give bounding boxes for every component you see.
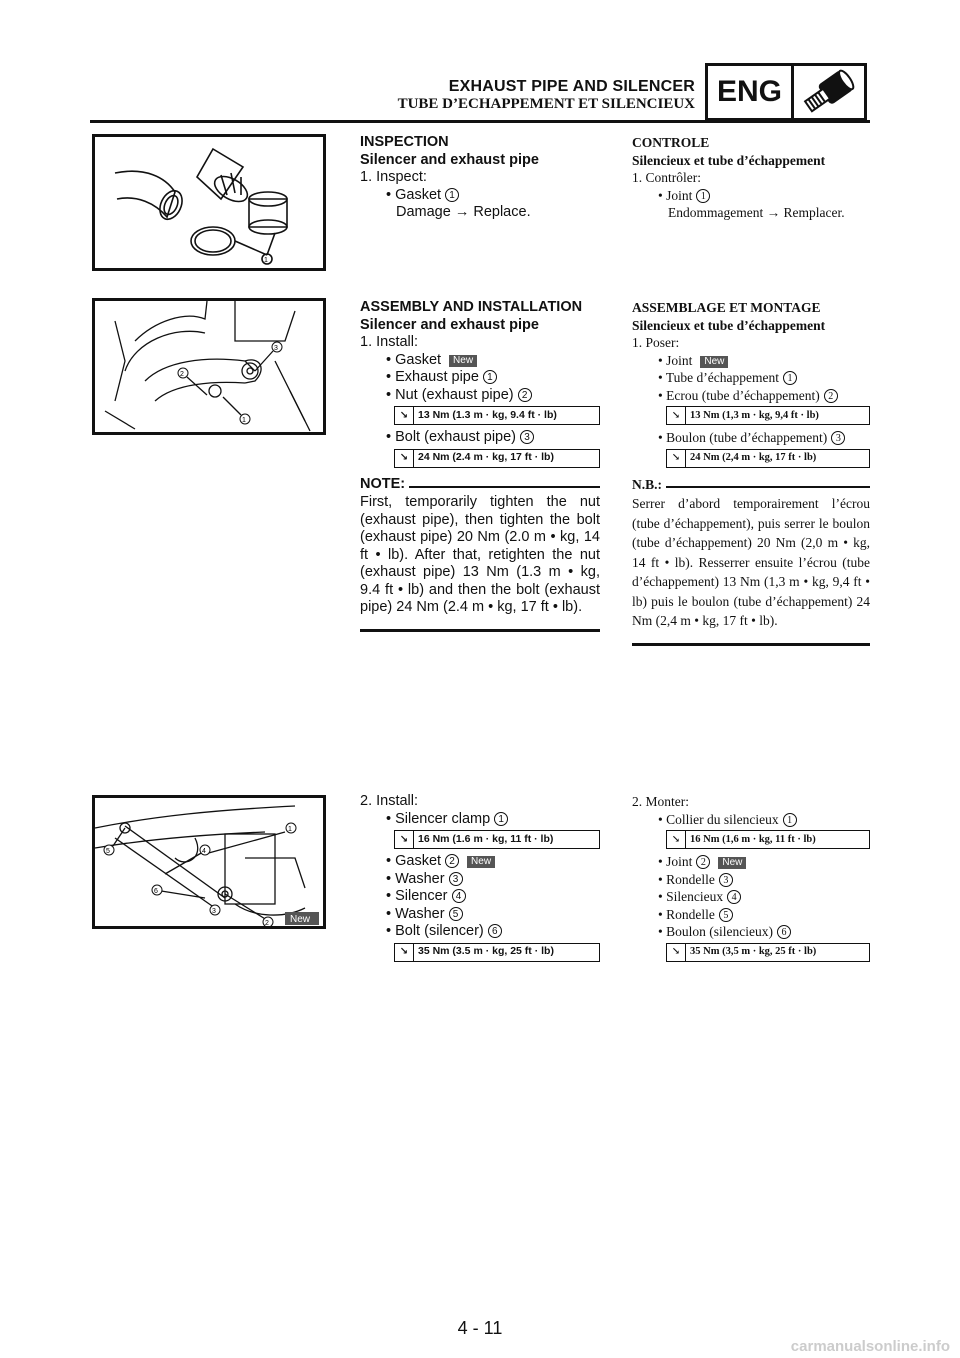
new-badge: New <box>467 856 495 868</box>
fr-step2-bolt: • Boulon (silencieux) 6 <box>632 923 870 941</box>
en-step2-step: 2. Install: <box>360 793 419 809</box>
figure-exhaust-pipe-install <box>92 298 326 435</box>
callout-1: 1 <box>288 826 292 833</box>
fr-step2-washer1: • Rondelle 3 <box>632 871 870 889</box>
fr-inspection-step: 1. Contrôler: <box>632 170 701 185</box>
en-step2-washer1: • Washer 3 <box>360 871 600 889</box>
fr-silencer-bolt-torque: ↘ 35 Nm (3,5 m · kg, 25 ft · lb) <box>666 943 870 962</box>
fr-assembly-title: ASSEMBLAGE ET MONTAGE <box>632 300 821 315</box>
en-assembly-nut: • Nut (exhaust pipe) 2 <box>360 387 600 405</box>
en-assembly-step: 1. Install: <box>360 334 419 350</box>
callout-6: 6 <box>154 888 158 895</box>
en-assembly-gasket: • Gasket New <box>360 352 600 370</box>
callout-3: 3 <box>212 908 216 915</box>
en-assembly-pipe: • Exhaust pipe 1 <box>360 369 600 387</box>
fr-assembly-bolt: • Boulon (tube d’échappement) 3 <box>632 429 870 447</box>
callout-5: 5 <box>106 848 110 855</box>
fr-assembly-step: 1. Poser: <box>632 335 680 350</box>
en-inspection-result: Damage → Replace. <box>396 204 531 220</box>
fr-bolt-torque: ↘ 24 Nm (2,4 m · kg, 17 ft · lb) <box>666 449 870 468</box>
torque-wrench-icon: ↘ <box>395 450 414 467</box>
torque-wrench-icon: ↘ <box>667 944 686 961</box>
engine-icon <box>794 66 864 118</box>
new-badge: New <box>449 355 477 367</box>
en-inspection-section <box>360 134 600 222</box>
en-assembly-subtitle: Silencer and exhaust pipe <box>360 316 539 333</box>
en-silencer-bolt-torque: ↘ 35 Nm (3.5 m · kg, 25 ft · lb) <box>394 943 600 962</box>
fr-step2-section <box>632 793 870 966</box>
en-step2-silencer: • Silencer 4 <box>360 888 600 906</box>
section-badge <box>705 63 867 121</box>
fr-step2-clamp: • Collier du silencieux 1 <box>632 811 870 829</box>
en-inspection-subtitle: Silencer and exhaust pipe <box>360 151 539 168</box>
fr-inspection-title: CONTROLE <box>632 135 710 150</box>
section-badge-label: ENG <box>708 66 794 118</box>
en-assembly-section <box>360 299 600 632</box>
en-clamp-torque: ↘ 16 Nm (1.6 m · kg, 11 ft · lb) <box>394 830 600 849</box>
en-step2-bolt: • Bolt (silencer) 6 <box>360 923 600 941</box>
new-badge: New <box>718 857 746 869</box>
fr-step2-gasket: • Joint 2 New <box>632 853 870 871</box>
fr-assembly-subtitle: Silencieux et tube d’échappement <box>632 317 826 333</box>
en-assembly-bolt: • Bolt (exhaust pipe) 3 <box>360 429 600 447</box>
torque-wrench-icon: ↘ <box>667 450 686 467</box>
fr-step2-step: 2. Monter: <box>632 794 689 809</box>
fr-assembly-gasket: • Joint New <box>632 352 870 370</box>
callout-2: 2 <box>265 920 269 926</box>
en-inspection-item: • Gasket 1 <box>360 187 600 205</box>
fr-inspection-item: • Joint 1 <box>632 187 870 205</box>
figure-gasket-inspection <box>92 134 326 271</box>
fr-note-body: Serrer d’abord temporairement l’écrou (tube d’échappement), puis serrer le boulon (tube d’échappement) 20 Nm (2,0 m • kg, 14 ft • lb). Resserrer ensuite l’écrou (tube d’échappement) 13 Nm (1,3 m • kg, 9,4 ft • lb) puis le boulon (tube d’échappement) 24 Nm (2,4 m • kg, 17 ft • lb). <box>632 496 870 628</box>
fr-step2-silencer: • Silencieux 4 <box>632 888 870 906</box>
en-step2-clamp: • Silencer clamp 1 <box>360 811 600 829</box>
en-inspection-step: 1. Inspect: <box>360 169 427 185</box>
torque-wrench-icon: ↘ <box>395 407 414 424</box>
en-note-header: NOTE: <box>360 476 600 494</box>
fr-inspection-section <box>632 134 870 222</box>
en-nut-torque: ↘ 13 Nm (1.3 m · kg, 9.4 ft · lb) <box>394 406 600 425</box>
new-badge: New <box>290 914 311 925</box>
torque-wrench-icon: ↘ <box>395 831 414 848</box>
callout-1: 1 <box>242 417 246 424</box>
page-number: 4 - 11 <box>457 1318 503 1338</box>
fr-nut-torque: ↘ 13 Nm (1,3 m · kg, 9,4 ft · lb) <box>666 406 870 425</box>
torque-wrench-icon: ↘ <box>667 831 686 848</box>
fr-assembly-nut: • Ecrou (tube d’échappement) 2 <box>632 387 870 405</box>
torque-wrench-icon: ↘ <box>667 407 686 424</box>
en-step2-section <box>360 793 600 966</box>
header-title-en: EXHAUST PIPE AND SILENCER <box>448 78 695 95</box>
fr-inspection-result: Endommagement → Remplacer. <box>668 205 845 220</box>
en-step2-gasket: • Gasket 2 New <box>360 853 600 871</box>
fr-assembly-section <box>632 299 870 646</box>
fr-note-end-rule <box>632 643 870 646</box>
callout-2: 2 <box>180 371 184 378</box>
new-badge: New <box>700 356 728 368</box>
en-note-body: First, temporarily tighten the nut (exhaust pipe), then tighten the bolt (exhaust pipe) 20 Nm (2.0 m • kg, 14 ft • lb). After that, retighten the nut (exhaust pipe) 13 Nm (1.3 m • kg, 9.4 ft • lb) and then the bolt (exhaust pipe) 24 Nm (2.4 m • kg, 17 ft • lb). <box>360 494 600 615</box>
callout-1: 1 <box>264 257 268 264</box>
callout-3: 3 <box>274 345 278 352</box>
en-note-end-rule <box>360 629 600 632</box>
en-assembly-title: ASSEMBLY AND INSTALLATION <box>360 299 583 315</box>
fr-step2-washer2: • Rondelle 5 <box>632 906 870 924</box>
header-rule <box>90 120 870 123</box>
callout-4: 4 <box>202 848 206 855</box>
fr-clamp-torque: ↘ 16 Nm (1,6 m · kg, 11 ft · lb) <box>666 830 870 849</box>
en-bolt-torque: ↘ 24 Nm (2.4 m · kg, 17 ft · lb) <box>394 449 600 468</box>
fr-assembly-pipe: • Tube d’échappement 1 <box>632 369 870 387</box>
en-inspection-title: INSPECTION <box>360 134 449 150</box>
header-title-fr: TUBE D’ECHAPPEMENT ET SILENCIEUX <box>397 96 695 112</box>
figure-silencer-install <box>92 795 326 929</box>
footer-watermark-url: carmanualsonline.info <box>790 1338 950 1355</box>
fr-note-header: N.B.: <box>632 476 870 494</box>
torque-wrench-icon: ↘ <box>395 944 414 961</box>
en-step2-washer2: • Washer 5 <box>360 906 600 924</box>
fr-inspection-subtitle: Silencieux et tube d’échappement <box>632 152 826 168</box>
